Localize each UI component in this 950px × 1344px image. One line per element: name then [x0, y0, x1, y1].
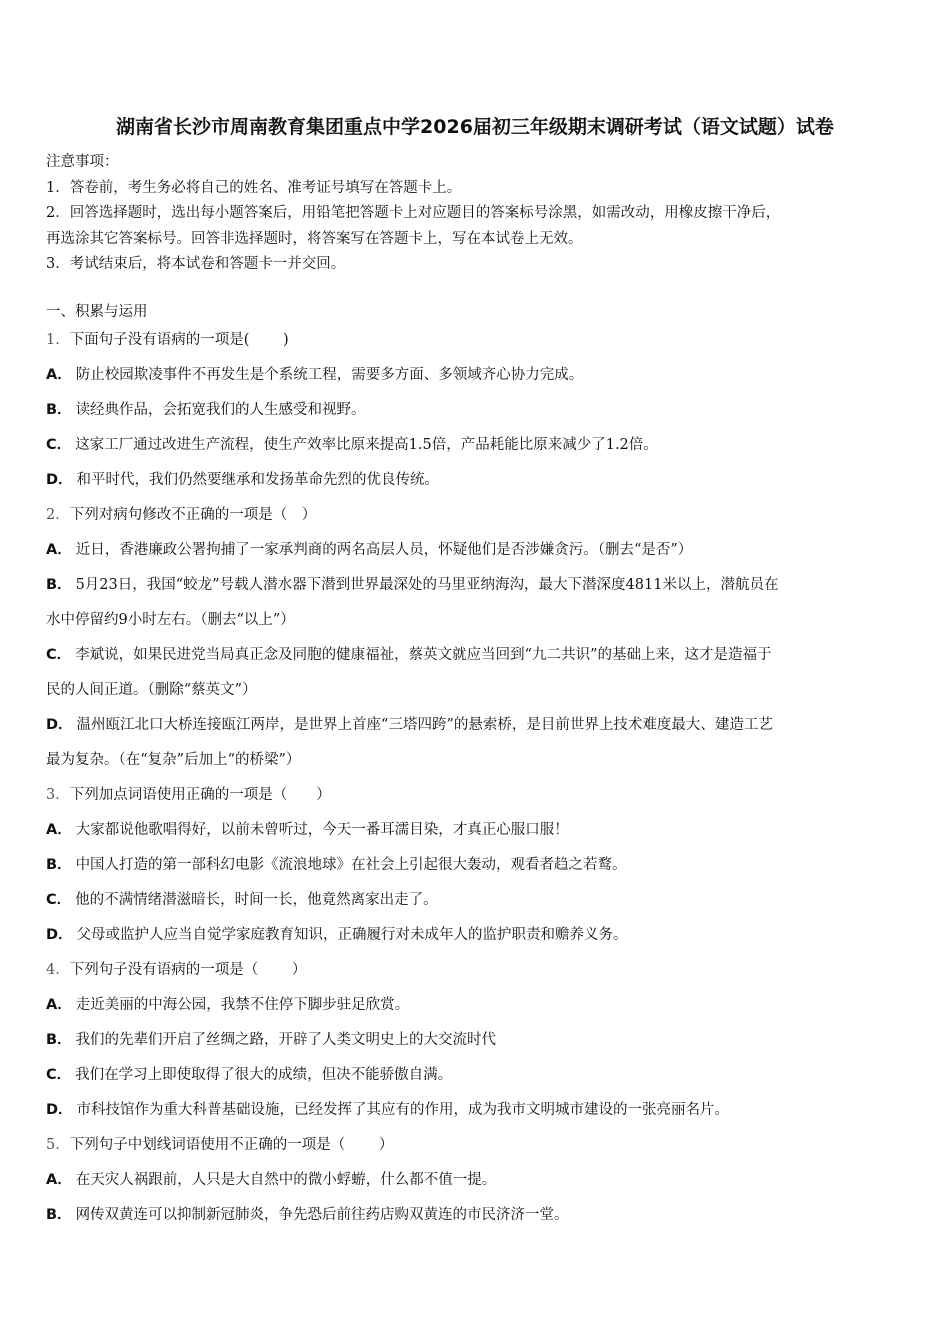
option-continuation: 民的人间正道。（删除“蔡英文”） — [46, 682, 257, 698]
option-d — [46, 918, 906, 953]
option-label: B． — [46, 402, 72, 418]
option-a — [46, 358, 906, 393]
questions-list — [46, 323, 906, 1233]
option-label: B． — [46, 1207, 72, 1223]
option-b — [46, 1023, 906, 1058]
option-label: A． — [46, 1172, 72, 1188]
option-b — [46, 848, 906, 883]
option-label: C． — [46, 647, 72, 663]
option-d — [46, 1093, 906, 1128]
option-text: 中国人打造的第一部科幻电影《流浪地球》在社会上引起很大轰动，观看者趋之若鹜。 — [75, 857, 627, 873]
option-d — [46, 708, 906, 743]
option-label: C． — [46, 1067, 72, 1083]
option-label: A． — [46, 542, 72, 558]
option-c — [46, 638, 906, 673]
option-label: A． — [46, 822, 72, 838]
option-a — [46, 988, 906, 1023]
option-b — [46, 393, 906, 428]
option-label: B． — [46, 857, 72, 873]
option-text: 市科技馆作为重大科普基础设施，已经发挥了其应有的作用，成为我市文明城市建设的一张亮丽名片。 — [76, 1102, 730, 1118]
option-text: 近日，香港廉政公署拘捕了一家承判商的两名高层人员，怀疑他们是否涉嫌贪污。（删去“是否”） — [75, 542, 693, 558]
page-title: 湖南省长沙市周南教育集团重点中学2026届初三年级期末调研考试（语文试题）试卷 — [116, 116, 834, 138]
question-stem — [46, 1128, 906, 1163]
option-label: D． — [46, 717, 73, 733]
question-stem — [46, 778, 906, 813]
notes-item: 2．回答选择题时，选出每小题答案后，用铅笔把答题卡上对应题目的答案标号涂黑，如需改动，用橡皮擦干净后， — [46, 205, 781, 221]
option-text: 父母或监护人应当自觉学家庭教育知识，正确履行对未成年人的监护职责和赡养义务。 — [76, 927, 628, 943]
notes-heading: 注意事项： — [46, 154, 119, 170]
option-b — [46, 568, 906, 603]
option-text: 大家都说他歌唱得好，以前未曾听过，今天一番耳濡目染，才真正心服口服！ — [75, 822, 569, 838]
question-text: 下列对病句修改不正确的一项是（ ） — [69, 507, 317, 523]
option-text: 我们在学习上即使取得了很大的成绩，但决不能骄傲自满。 — [75, 1067, 453, 1083]
question-text: 下列句子没有语病的一项是（ ） — [69, 962, 307, 978]
question-number: 2． — [46, 507, 70, 523]
option-c — [46, 883, 906, 918]
option-text: 走近美丽的中海公园，我禁不住停下脚步驻足欣赏。 — [75, 997, 410, 1013]
option-text: 这家工厂通过改进生产流程，使生产效率比原来提高1.5倍，产品耗能比原来减少了1.2倍。 — [75, 437, 658, 453]
option-text: 李斌说，如果民进党当局真正念及同胞的健康福祉，蔡英文就应当回到“九二共识”的基础上来，这才是造福于 — [75, 647, 772, 663]
option-text: 读经典作品，会拓宽我们的人生感受和视野。 — [75, 402, 366, 418]
option-label: D． — [46, 472, 73, 488]
question-number: 1． — [46, 332, 70, 348]
question-stem — [46, 323, 906, 358]
option-a — [46, 1163, 906, 1198]
option-label: B． — [46, 1032, 72, 1048]
option-text: 5月23日，我国“蛟龙”号载人潜水器下潜到世界最深处的马里亚纳海沟，最大下潜深度4811米以上，潜航员在 — [75, 577, 779, 593]
option-label: A． — [46, 997, 72, 1013]
option-label: D． — [46, 927, 73, 943]
option-a — [46, 813, 906, 848]
option-a — [46, 533, 906, 568]
option-label: C． — [46, 892, 72, 908]
option-text: 温州瓯江北口大桥连接瓯江两岸，是世界上首座“三塔四跨”的悬索桥，是目前世界上技术难度最大、建造工艺 — [76, 717, 773, 733]
notes-item: 3．考试结束后，将本试卷和答题卡一并交回。 — [46, 256, 346, 272]
question-stem — [46, 953, 906, 988]
option-c — [46, 1058, 906, 1093]
option-text: 和平时代，我们仍然要继承和发扬革命先烈的优良传统。 — [76, 472, 440, 488]
notes-item: 再选涂其它答案标号。回答非选择题时，将答案写在答题卡上，写在本试卷上无效。 — [46, 230, 583, 247]
notes-block — [46, 150, 916, 278]
option-d — [46, 463, 906, 498]
question-text: 下列加点词语使用正确的一项是（ ） — [69, 787, 331, 803]
question-text: 下面句子没有语病的一项是( ) — [69, 332, 289, 348]
option-continuation: 最为复杂。（在“复杂”后加上“的桥梁”） — [46, 752, 301, 768]
option-text: 我们的先辈们开启了丝绸之路，开辟了人类文明史上的大交流时代 — [75, 1032, 497, 1048]
option-label: A． — [46, 367, 72, 383]
question-number: 4． — [46, 962, 70, 978]
question-number: 3． — [46, 787, 70, 803]
option-label: D． — [46, 1102, 73, 1118]
notes-item: 1．答卷前，考生务必将自己的姓名、准考证号填写在答题卡上。 — [46, 179, 462, 196]
option-label: C． — [46, 437, 72, 453]
section-heading: 一、积累与运用 — [46, 304, 148, 320]
question-stem — [46, 498, 906, 533]
option-c — [46, 428, 906, 463]
option-text: 在天灾人祸跟前，人只是大自然中的微小蜉蝣，什么都不值一提。 — [75, 1172, 497, 1188]
option-text: 防止校园欺凌事件不再发生是个系统工程，需要多方面、多领域齐心协力完成。 — [75, 367, 584, 383]
question-text: 下列句子中划线词语使用不正确的一项是（ ） — [69, 1137, 394, 1153]
question-number: 5． — [46, 1137, 70, 1153]
option-text: 网传双黄连可以抑制新冠肺炎，争先恐后前往药店购双黄连的市民济济一堂。 — [75, 1207, 569, 1223]
option-label: B． — [46, 577, 72, 593]
option-continuation: 水中停留约9小时左右。（删去“以上”） — [46, 612, 295, 628]
option-text: 他的不满情绪潜滋暗长，时间一长，他竟然离家出走了。 — [75, 892, 438, 908]
option-b — [46, 1198, 906, 1233]
